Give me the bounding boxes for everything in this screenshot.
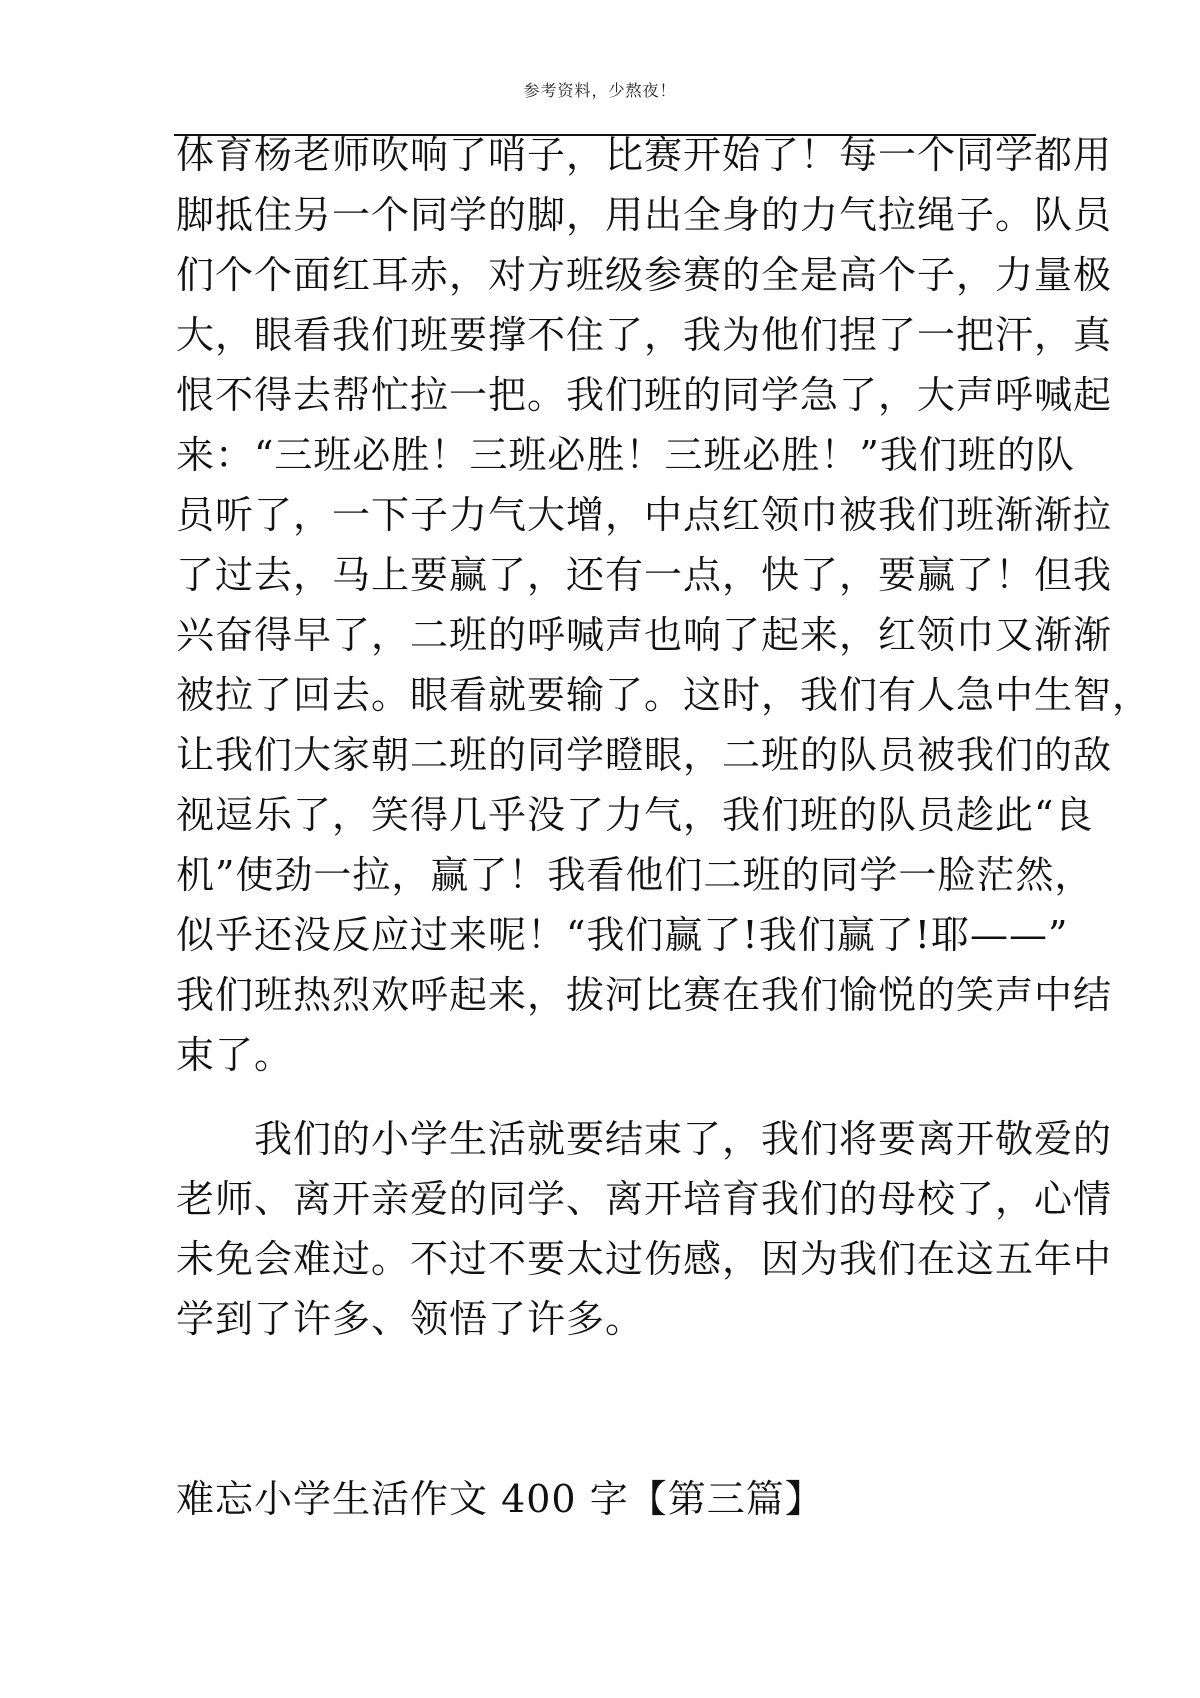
text-line: 大，眼看我们班要撑不住了，我为他们捏了一把汗，真	[176, 313, 1113, 357]
text-line: 们个个面红耳赤，对方班级参赛的全是高个子，力量极	[176, 253, 1113, 297]
text-line: 恨不得去帮忙拉一把。我们班的同学急了，大声呼喊起	[176, 373, 1113, 417]
text-line: 老师、离开亲爱的同学、离开培育我们的母校了，心情	[176, 1177, 1113, 1221]
text-line: 我们班热烈欢呼起来，拔河比赛在我们愉悦的笑声中结	[176, 973, 1113, 1017]
header-text: 参考资料，少熬夜！	[523, 81, 677, 100]
text-line: 脚抵住另一个同学的脚，用出全身的力气拉绳子。队员	[176, 193, 1113, 237]
text-line: 员听了，一下子力气大增，中点红领巾被我们班渐渐拉	[176, 493, 1113, 537]
text-line: 束了。	[176, 1033, 294, 1077]
text-line: 机”使劲一拉，赢了！我看他们二班的同学一脸茫然，	[176, 853, 1094, 897]
text-line: 未免会难过。不过不要太过伤感，因为我们在这五年中	[176, 1237, 1113, 1281]
text-line: 学到了许多、领悟了许多。	[176, 1297, 645, 1341]
text-line: 视逗乐了，笑得几乎没了力气，我们班的队员趁此“良	[176, 793, 1094, 837]
text-line: 体育杨老师吹响了哨子，比赛开始了！每一个同学都用	[176, 133, 1113, 177]
text-line: 了过去，马上要赢了，还有一点，快了，要赢了！但我	[176, 553, 1113, 597]
text-line: 来：“三班必胜！三班必胜！三班必胜！”我们班的队	[176, 433, 1075, 477]
section-heading: 难忘小学生活作文 400 字【第三篇】	[176, 1477, 824, 1521]
text-line: 似乎还没反应过来呢！“我们赢了!我们赢了!耶——”	[176, 913, 1069, 957]
text-line: 让我们大家朝二班的同学瞪眼，二班的队员被我们的敌	[176, 733, 1113, 777]
text-line: 我们的小学生活就要结束了，我们将要离开敬爱的	[254, 1117, 1113, 1161]
text-line: 兴奋得早了，二班的呼喊声也响了起来，红领巾又渐渐	[176, 613, 1113, 657]
text-line: 被拉了回去。眼看就要输了。这时，我们有人急中生智，	[176, 673, 1152, 717]
